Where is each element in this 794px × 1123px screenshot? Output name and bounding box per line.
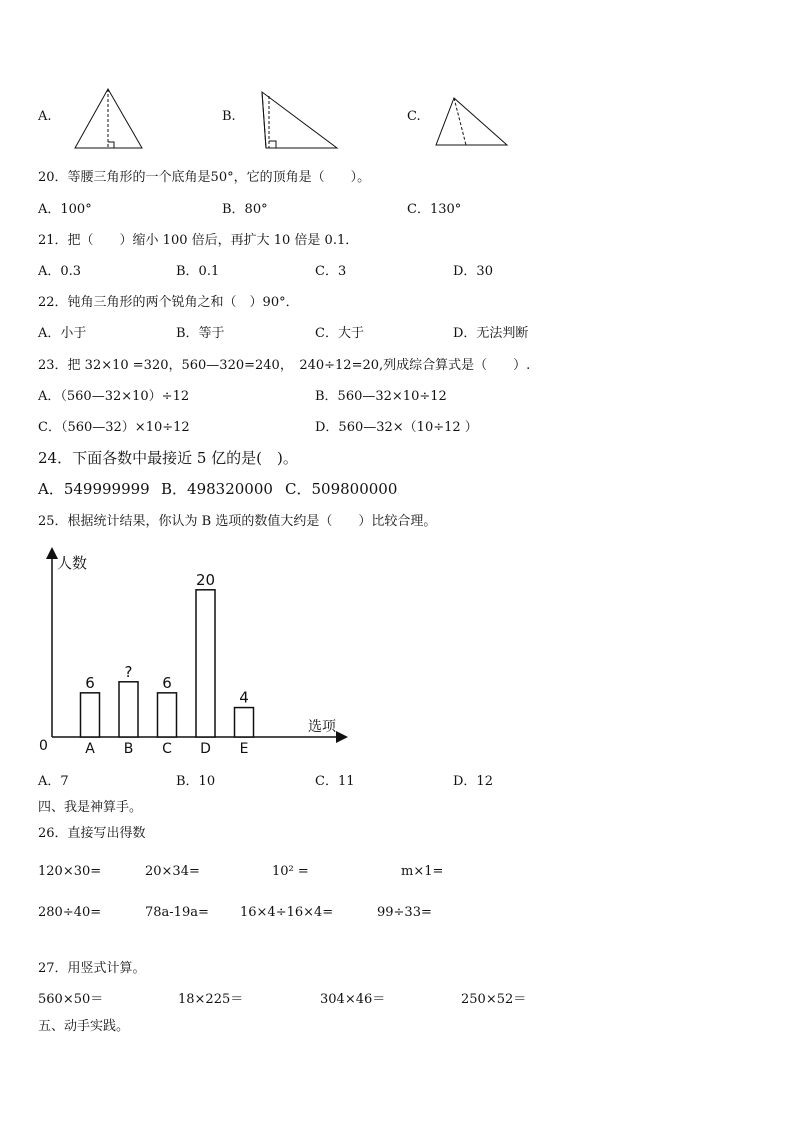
question-25-stem: 25．根据统计结果，你认为 B 选项的数值大约是（ ）比较合理。 — [38, 514, 437, 529]
x-tick-label: D — [200, 741, 211, 757]
x-tick-label: C — [162, 741, 172, 757]
q20-option-b: B．80° — [222, 202, 268, 217]
q26-item: 10² = — [272, 864, 309, 879]
q26-item: m×1= — [401, 864, 444, 879]
question-22-stem: 22．钝角三角形的两个锐角之和（ ）90°． — [38, 295, 299, 310]
section-5-title: 五、动手实践。 — [38, 1019, 130, 1034]
q21-option-d: D．30 — [453, 264, 493, 279]
q21-option-a: A．0.3 — [38, 264, 82, 279]
q26-item: 78a-19a= — [145, 905, 209, 920]
q25-option-d: D．12 — [453, 774, 493, 789]
bar-data-label: 4 — [239, 688, 249, 707]
section-4-title: 四、我是神算手。 — [38, 800, 143, 815]
q23-option-b: B．560—32×10÷12 — [315, 389, 447, 404]
q21-option-c: C．3 — [315, 264, 347, 279]
q26-item: 280÷40= — [38, 905, 102, 920]
question-26-stem: 26．直接写出得数 — [38, 826, 146, 841]
bar-data-label: 6 — [162, 673, 172, 692]
q24-option-b: B．498320000 — [161, 480, 273, 498]
q22-option-b: B．等于 — [176, 326, 225, 341]
bar-B — [119, 682, 138, 737]
q26-item: 16×4÷16×4= — [240, 905, 334, 920]
bar-data-label: 20 — [195, 570, 216, 589]
q23-option-c: C．（560—32）×10÷12 — [38, 420, 190, 435]
q26-item: 120×30= — [38, 864, 102, 879]
q26-item: 20×34= — [145, 864, 200, 879]
q20-option-c: C．130° — [407, 202, 462, 217]
q27-item: 560×50＝ — [38, 992, 104, 1007]
chart-y-axis-label: 人数 — [57, 554, 88, 572]
q26-item: 99÷33= — [377, 905, 432, 920]
chart-x-axis-label: 选项 — [308, 719, 336, 735]
bar-chart — [30, 545, 360, 760]
question-20-stem: 20．等腰三角形的一个底角是50°，它的顶角是（ ）。 — [38, 170, 371, 185]
question-27-stem: 27．用竖式计算。 — [38, 961, 146, 976]
q19-option-c-label: C. — [407, 109, 421, 124]
x-tick-label: A — [85, 741, 95, 757]
question-23-stem: 23．把 32×10 =320，560—320=240， 240÷12=20,列成综合算式是（ ）. — [38, 358, 531, 373]
q23-option-a: A．（560—32×10）÷12 — [38, 389, 190, 404]
q22-option-d: D．无法判断 — [453, 326, 529, 341]
x-tick-label: B — [123, 741, 134, 757]
q24-option-a: A．549999999 — [38, 480, 150, 498]
q22-option-c: C．大于 — [315, 326, 364, 341]
bar-D — [196, 590, 215, 737]
x-tick-label: E — [239, 741, 249, 757]
q21-option-b: B．0.1 — [176, 264, 220, 279]
triangle-a-figure — [70, 86, 150, 150]
bar-A — [81, 693, 100, 737]
q22-option-a: A．小于 — [38, 326, 87, 341]
bar-C — [158, 693, 177, 737]
q19-option-a-label: A. — [38, 109, 52, 124]
q27-item: 250×52＝ — [461, 992, 527, 1007]
bar-E — [235, 708, 254, 737]
q27-item: 18×225＝ — [178, 992, 244, 1007]
chart-origin-label: 0 — [39, 738, 48, 754]
q24-option-c: C．509800000 — [285, 480, 398, 498]
question-24-stem: 24．下面各数中最接近 5 亿的是( )。 — [38, 449, 298, 467]
bar-data-label: ? — [124, 662, 133, 681]
q25-option-a: A．7 — [38, 774, 69, 789]
q23-option-d: D．560—32×（10÷12 ） — [315, 420, 478, 435]
q25-option-c: C．11 — [315, 774, 355, 789]
q19-option-b-label: B. — [222, 109, 236, 124]
triangle-c-figure — [432, 95, 512, 149]
q25-option-b: B．10 — [176, 774, 216, 789]
chart-bars — [81, 571, 254, 757]
bar-data-label: 6 — [85, 673, 95, 692]
question-21-stem: 21．把（ ）缩小 100 倍后，再扩大 10 倍是 0.1． — [38, 233, 359, 248]
q27-item: 304×46＝ — [320, 992, 386, 1007]
q20-option-a: A．100° — [38, 202, 92, 217]
triangle-b-figure — [257, 88, 341, 150]
